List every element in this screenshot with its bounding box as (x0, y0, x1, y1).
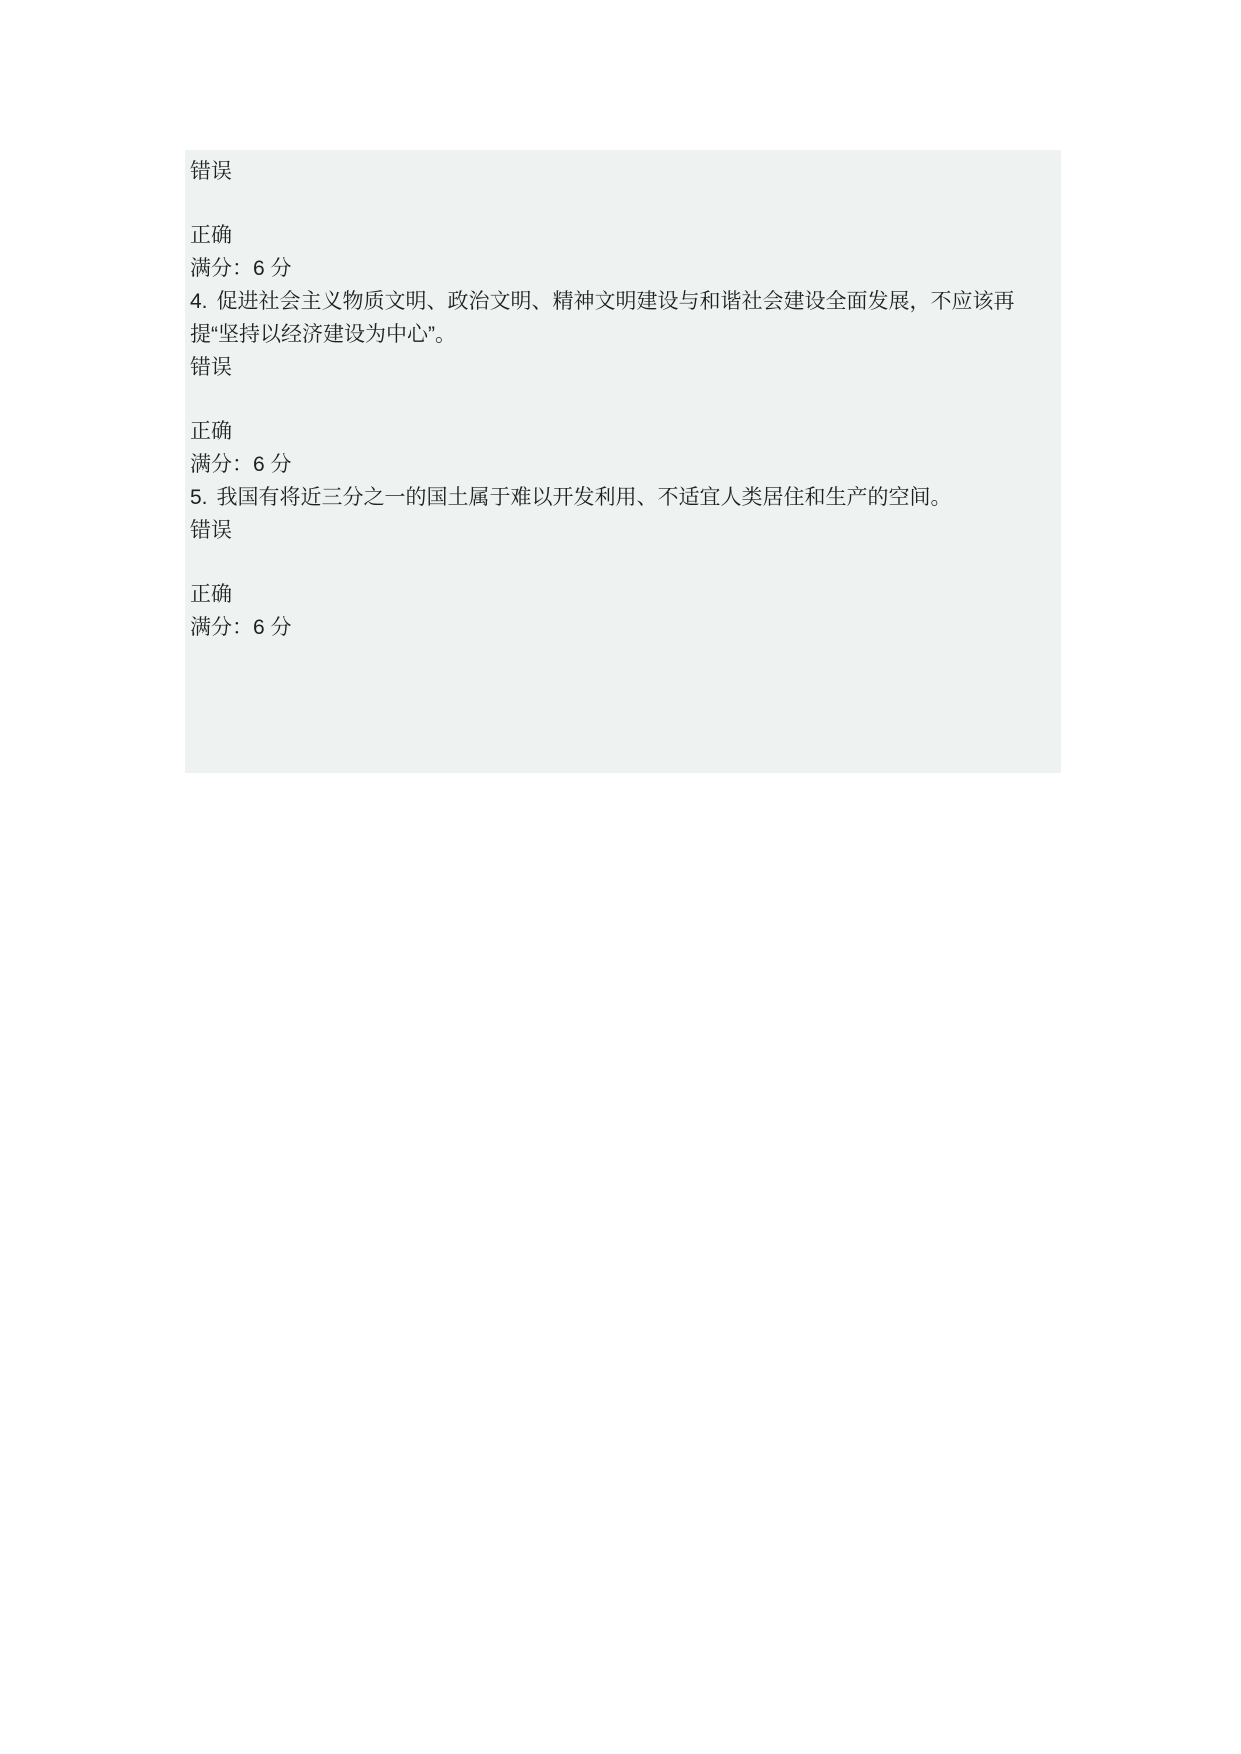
score-line: 满分：6 分 (190, 616, 292, 639)
quiz-panel (185, 150, 1061, 773)
score-line: 满分：6 分 (190, 453, 292, 476)
option-wrong[interactable]: 错误 (190, 160, 232, 183)
question-body: 我国有将近三分之一的国土属于难以开发利用、不适宜人类居住和生产的空间。 (216, 486, 952, 509)
question-text (190, 481, 1053, 514)
score-line: 满分：6 分 (190, 257, 292, 280)
question-text (190, 285, 1053, 351)
option-right[interactable]: 正确 (190, 224, 232, 247)
question-number: 4. (190, 290, 208, 313)
option-wrong[interactable]: 错误 (190, 356, 232, 379)
option-right[interactable]: 正确 (190, 583, 232, 606)
option-right[interactable]: 正确 (190, 420, 232, 443)
question-number: 5. (190, 486, 208, 509)
question-body: 促进社会主义物质文明、政治文明、精神文明建设与和谐社会建设全面发展，不应该再提“坚持以经济建设为中心”。 (190, 290, 1015, 346)
option-wrong[interactable]: 错误 (190, 519, 232, 542)
